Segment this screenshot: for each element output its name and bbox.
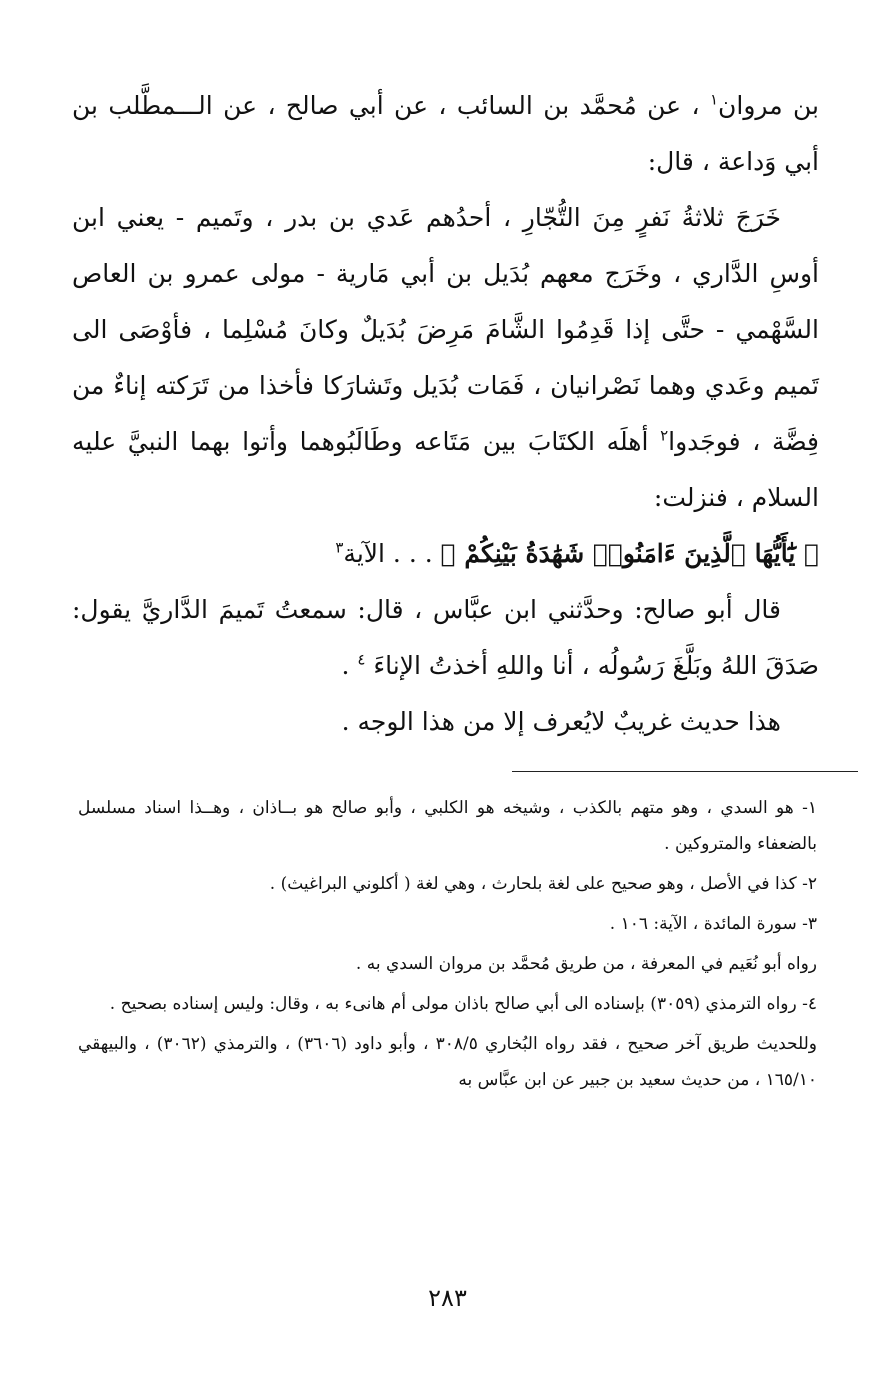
footnotes [78,790,817,1102]
grading-text: هذا حديث غريبٌ لايُعرف إلا من هذا الوجه . [341,707,781,736]
footnote-ref-1: ١ [709,90,719,109]
footnote-ref-4: ٤ [357,650,366,669]
narration-paragraph [72,582,819,694]
isnad-rest: ، عن مُحمَّد بن السائب ، عن أبي صالح ، عن الـــمطَّلب بن أبي وَداعة ، قال: [72,91,819,176]
isnad-paragraph [72,78,819,190]
footnote-2: ٢- كذا في الأصل ، وهو صحيح على لغة بلحارث ، وهي لغة ( أكلوني البراغيث) . [269,874,817,894]
main-text [72,78,819,750]
footnote-ref-3: ٣ [335,538,344,557]
footnote-3-note: رواه أبو نُعَيم في المعرفة ، من طريق مُحمَّد بن مروان السدي به . [355,954,817,974]
narration-text: قال أبو صالح: وحدَّثني ابن عبَّاس ، قال: سمعتُ تَميمَ الدَّاريَّ يقول: صَدَقَ اللهُ وبَلَّغَ رَسُولُه ، أنا واللهِ أخذتُ الإناءَ [72,595,819,680]
verse-line [72,526,819,582]
page-number: ٢٨٣ [428,1284,467,1312]
footnote-1: ١- هو السدي ، وهو متهم بالكذب ، وشيخه هو الكلبي ، وأبو صالح هو بــاذان ، وهــذا اسناد مسلسل بالضعفاء والمتروكين . [78,798,817,854]
verse-suffix: . . . الآية [343,539,433,568]
story-paragraph [72,190,819,526]
footnote-divider [512,771,858,772]
narration-end: . [341,651,350,680]
footnote-3: ٣- سورة المائدة ، الآية: ١٠٦ . [609,914,817,934]
quran-verse: ﴿ يَٰٓأَيُّهَا ٱلَّذِينَ ءَامَنُوا۟ شَهَٰدَةُ بَيْنِكُمْ ﴾ [440,539,819,568]
footnote-4: ٤- رواه الترمذي (٣٠٥٩) بإسناده الى أبي صالح باذان مولى أم هانىء به ، وقال: وليس إسناده بصحيح . [109,994,817,1014]
grading-paragraph [72,694,819,750]
isnad-start: بن مروان [718,91,819,120]
footnote-ref-2: ٢ [660,426,669,445]
footnote-4-note: وللحديث طريق آخر صحيح ، فقد رواه البُخاري ٣٠٨/٥ ، وأبو داود (٣٦٠٦) ، والترمذي (٣٠٦٢) ، والبيهقي ١٦٥/١٠ ، من حديث سعيد بن جبير عن ابن عبَّاس به [78,1034,818,1090]
story-text-end: أهلَه الكتَابَ بين مَتَاعه وطَالَبُوهما وأتوا بهما النبيَّ عليه السلام ، فنزلت: [72,427,819,512]
story-text: خَرَجَ ثلاثةُ نَفرٍ مِنَ التُّجّارِ ، أحدُهم عَدي بن بدر ، وتَميم - يعني ابن أوسِ الدَّاري ، وخَرَج معهم بُدَيل بن أبي مَارية - مولى عمرو بن العاص السَّهْمي - حتَّى إذا قَدِمُوا الشَّامَ مَرِضَ بُدَيلٌ وكانَ مُسْلِما ، فأوْصَى الى تَميم وعَدي وهما نَصْرانيان ، فَمَات بُدَيل وتَشارَكا فأخذا من تَرَكته إناءٌ من فِضَّة ، فوجَدوا [72,203,819,456]
